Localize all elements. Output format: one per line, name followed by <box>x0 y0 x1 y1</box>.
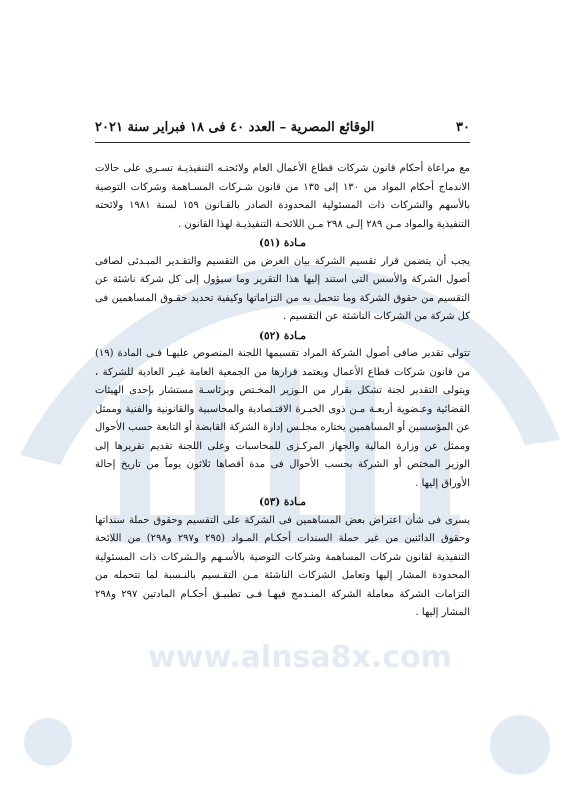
article-53-heading: مـادة (٥٣) <box>259 496 306 508</box>
watermark-text: www.alnsa8x.com <box>148 640 452 675</box>
gazette-title: الوقائع المصرية – العدد ٤٠ فى ١٨ فبراير سنة ٢٠٢١ <box>95 120 375 135</box>
page-body <box>95 160 470 623</box>
article-52-heading: مـادة (٥٢) <box>259 329 306 342</box>
article-52-text: تتولى تقدير صافى أصول الشركة المراد تقسيمها اللجنة المنصوص عليهـا فـى المادة (١٩) من قانون شركات قطاع الأعمال ويعتمد قرارها من الجمعية العامة غيـر العادية للشركة ، ويتولى التقدير لجنة تشكل بقرار من الـوزير المخـتص وبرئاسـة مستشار بإحدى الهيئات القضائية وعـضوية أربعـة مـن ذوى الخبـرة الاقتـصادية والمحاسبية والقانونية والفنية وممثل عن المؤسسين أو المساهمين يختاره مجلـس إدارة الشركة القابضة أو التابعة حسب الأحوال وممثل عن وزارة المالية والجهاز المركـزى للمحاسبات وعلى اللجنة تقديم تقريرها إلى الوزير المختص أو الشركة بحسب الأحوال فى مدة أقصاها ثلاثون يوماً من تاريخ إحالة الأوراق إليها . <box>95 348 470 489</box>
page-number: ٣٠ <box>456 120 470 135</box>
page-header <box>95 120 470 135</box>
intro-paragraph: مع مراعاة أحكام قانون شركات قطاع الأعمال العام ولائحتـه التنفيذيـة تسـرى على حالات الاندماج أحكام المواد من ١٣٠ إلى ١٣٥ من قانون شـركات المسـاهمة وشركات التوصية بالأسهم والشركات ذات المسئولية المحدودة الصادر بالقـانون ١٥٩ لسنة ١٩٨١ ولائحته التنفيذية والمواد مـن ٢٨٩ إلـى ٢٩٨ مـن اللائحـة التنفيذيـة لهذا القانون . <box>95 163 471 230</box>
header-divider <box>95 142 470 143</box>
article-51-text: يجب أن يتضمن قرار تقسيم الشركة بيان الغرض من التقسيم والتقـدير المبـدئى لصافى أصول الشركة والأسس التى استند إليها هذا التقرير وما سيؤول إلى كل شركة ناشئة عن التقسيم من حقوق الشركة وما تتحمل به من التزاماتها وكيفية تحديد حقـوق المساهمين فى كل شركة من الشركات الناشئة عن التقسيم . <box>95 255 470 322</box>
article-53-text: يسرى فى شأن اعتراض بعض المساهمين فى الشركة على التقسيم وحقوق حملة سنداتها وحقوق الدائنين من غير حملة السندات أحكـام المـواد (٢٩٥ و٢٩٧ و٢٩٨) من اللائحة التنفيذية لقانون شركات المساهمة وشركات التوصية بالأسـهم والـشركات ذات المسئولية المحدودة المشار إليها وتعامل الشركات الناشئة مـن التقـسيم بالنـسبة لما تتحمله من التزامات الشركة معاملة الشركة المنـدمج فيهـا فـى تطبيـق أحكـام المادتين ٢٩٧ و٢٩٨ المشار إليها . <box>95 514 470 618</box>
article-51-heading: مـادة (٥١) <box>259 237 306 249</box>
